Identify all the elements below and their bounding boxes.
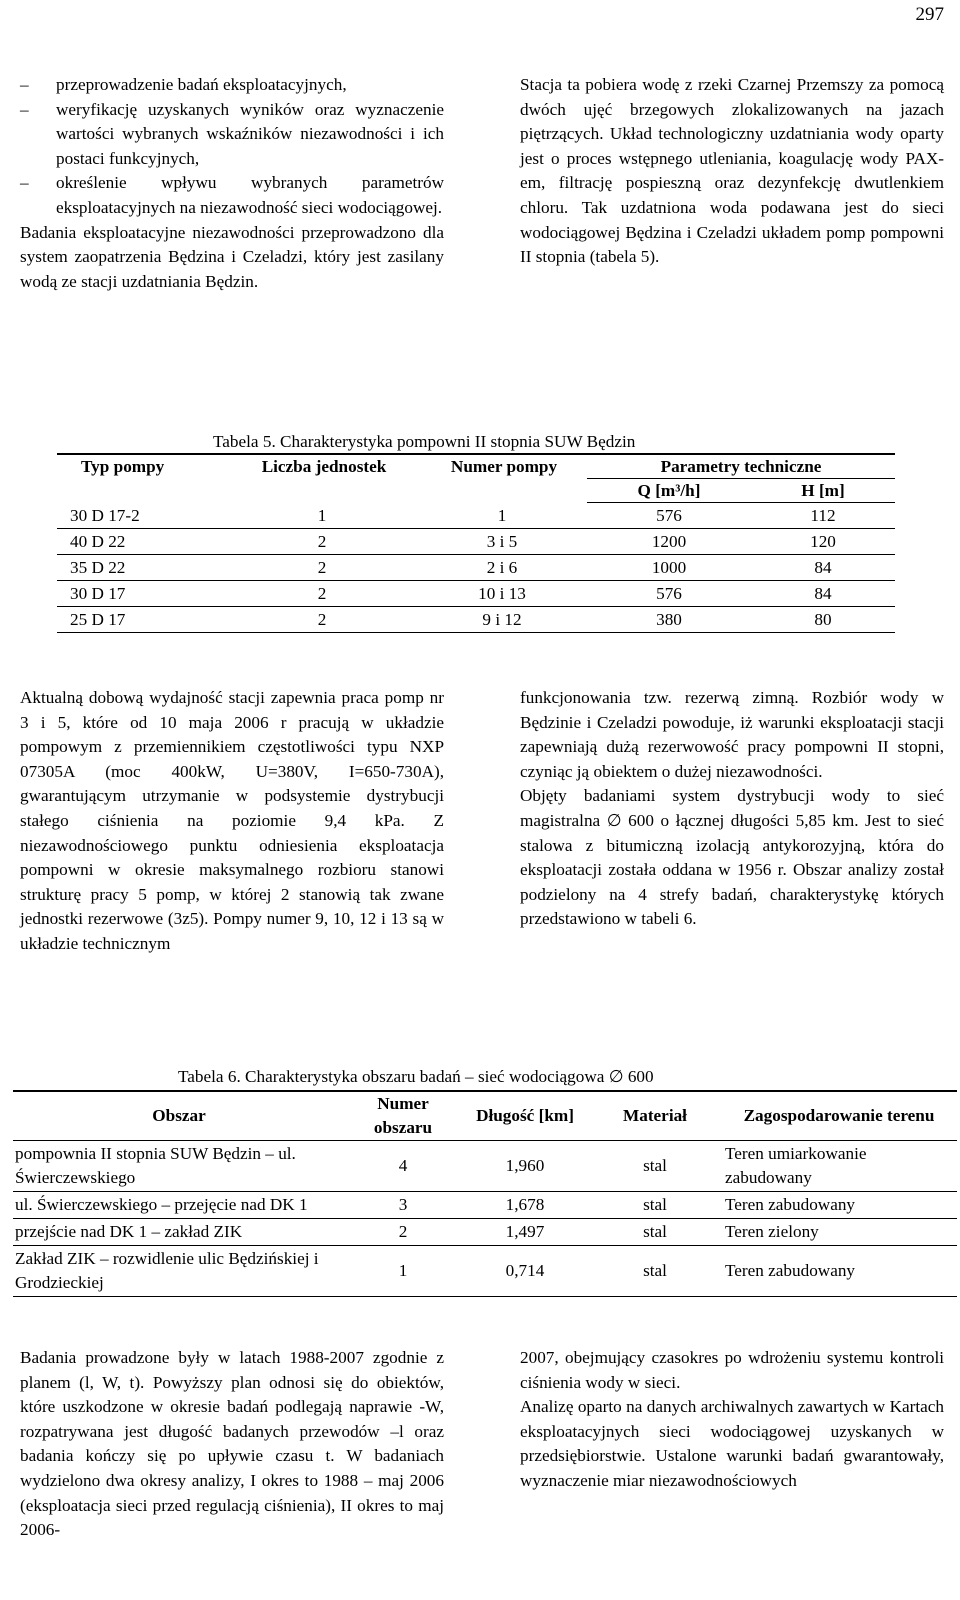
paragraph: Badania prowadzone były w latach 1988-2007 zgodnie z planem (l, W, t). Powyższy plan odnosi się do obiektów, które uszkodzone w okresie badań podlegają naprawie -W, rozpatrywana jest długość badanych przewodów –l oraz badania kończy się po upływie czasu t. W badaniach wydzielono dwa okresy analizy, I okres to 1988 – maj 2006 (eksploatacja sieci przed regulacją ciśnienia), II okres to maj 2006- [20, 1348, 444, 1540]
section2-left-column [20, 686, 444, 957]
paragraph: Stacja ta pobiera wodę z rzeki Czarnej Przemszy za pomocą dwóch ujęć brzegowych zlokalizowanych na jazach piętrzących. Układ technologiczny uzdatniania wody oparty jest o proces wstępnego utleniania, koagulację wody PAX-em, filtrację pospieszną oraz dezynfekcję dwutlenkiem chloru. Tak uzdatniona woda podawana jest do sieci wodociągowej Będzina i Czeladzi układem pomp pompowni II stopnia (tabela 5). [520, 75, 944, 267]
paragraph: Aktualną dobową wydajność stacji zapewnia praca pomp nr 3 i 5, które od 10 maja 2006 r pracują w układzie pompowym z przemiennikiem częstotliwości typu NXP 07305A (moc 400kW, U=380V, I=650-730A), gwarantującym utrzymanie w podsystemie dystrybucji stałego ciśnienia na poziomie 9,4 kPa. Z niezawodnościowego punktu odniesienia eksploatacja pompowni w okresie maksymalnego rozbioru stanowi strukturę pracy 5 pomp, w której 2 stanowią tak zwane jednostki rezerwowe (3z5). Pompy numer 9, 10, 12 i 13 są w układzie technicznym [20, 688, 444, 953]
table-row: 40 D 22 2 3 i 5 1200 120 [57, 529, 895, 555]
table-row: 30 D 17-2 1 1 576 112 [57, 503, 895, 529]
table-row: pompownia II stopnia SUW Będzin – ul. Świerczewskiego 4 1,960 stal Teren umiarkowanie zabudowany [13, 1141, 957, 1192]
bullet-item: – przeprowadzenie badań eksploatacyjnych, [20, 73, 444, 98]
header-count: Liczba jednostek [247, 454, 437, 503]
header-area: Obszar [13, 1091, 345, 1141]
section1-right-column [520, 73, 944, 270]
section1-left-column [20, 73, 444, 294]
section2-right-column [520, 686, 944, 932]
header-length: Długość [km] [461, 1091, 589, 1141]
header-number: Numer pompy [437, 454, 587, 503]
diameter-icon: ∅ [608, 1067, 624, 1087]
paragraph: Objęty badaniami system dystrybucji wody to sieć magistralna ∅ 600 o łącznej długości 5,85 km. Jest to sieć stalowa z bitumiczną izolacją antykorozyjną, która do eksploatacji została oddana w 1956 r. Obszar analizy został podzielony na 4 strefy badań, charakterystykę których przedstawiono w tabeli 6. [520, 786, 945, 929]
table-row: przejście nad DK 1 – zakład ZIK 2 1,497 stal Teren zielony [13, 1219, 957, 1246]
bullet-item: – określenie wpływu wybranych parametrów eksploatacyjnych na niezawodność sieci wodociągowej. [20, 173, 444, 217]
header-type: Typ pompy [57, 454, 247, 503]
header-material: Materiał [589, 1091, 721, 1141]
table-row: 35 D 22 2 2 i 6 1000 84 [57, 555, 895, 581]
header-h: H [m] [751, 479, 895, 503]
bullet-item: – weryfikację uzyskanych wyników oraz wyznaczenie wartości wybranych wskaźników niezawodności i ich postaci funkcyjnych, [20, 99, 444, 168]
table-row: Zakład ZIK – rozwidlenie ulic Będzińskiej i Grodzieckiej 1 0,714 stal Teren zabudowany [13, 1246, 957, 1297]
table6 [13, 1090, 957, 1297]
table-row: 25 D 17 2 9 i 12 380 80 [57, 607, 895, 633]
section3-right-column [520, 1346, 944, 1494]
dash-bullet-icon: – [20, 99, 29, 119]
paragraph: Badania eksploatacyjne niezawodności przeprowadzono dla system zaopatrzenia Będzina i Czeladzi, który jest zasilany wodą ze stacji uzdatniania Będzin. [20, 222, 444, 291]
table-row: 30 D 17 2 10 i 13 576 84 [57, 581, 895, 607]
paragraph: Analizę oparto na danych archiwalnych zawartych w Kartach eksploatacyjnych sieci wodociągowej uzyskanych w przedsiębiorstwie. Ustalone warunki badań gwarantowały, wyznaczenie miar niezawodnościowych [520, 1397, 944, 1490]
page-number: 297 [915, 4, 944, 25]
section3-left-column [20, 1346, 444, 1543]
dash-bullet-icon: – [20, 75, 29, 94]
header-params: Parametry techniczne [587, 454, 895, 479]
header-number: Numer obszaru [345, 1091, 461, 1141]
table-row: ul. Świerczewskiego – przejęcie nad DK 1 3 1,678 stal Teren zabudowany [13, 1192, 957, 1219]
diameter-icon: ∅ [606, 810, 622, 831]
paragraph: 2007, obejmujący czasokres po wdrożeniu systemu kontroli ciśnienia wody w sieci. [520, 1348, 944, 1392]
table6-caption: Tabela 6. Charakterystyka obszaru badań – sieć wodociągowa ∅ 600 [178, 1067, 654, 1087]
paragraph: funkcjonowania tzw. rezerwą zimną. Rozbiór wody w Będzinie i Czeladzi powoduje, iż warunki eksploatacji stacji zapewniają dużą rezerwowość pracy pompowni II stopni, czyniąc ją obiektem o dużej niezawodności. [520, 688, 944, 781]
header-q: Q [m³/h] [587, 479, 751, 503]
table5-caption: Tabela 5. Charakterystyka pompowni II stopnia SUW Będzin [213, 432, 636, 451]
table5 [57, 453, 895, 633]
header-land: Zagospodarowanie terenu [721, 1091, 957, 1141]
dash-bullet-icon: – [20, 173, 29, 193]
